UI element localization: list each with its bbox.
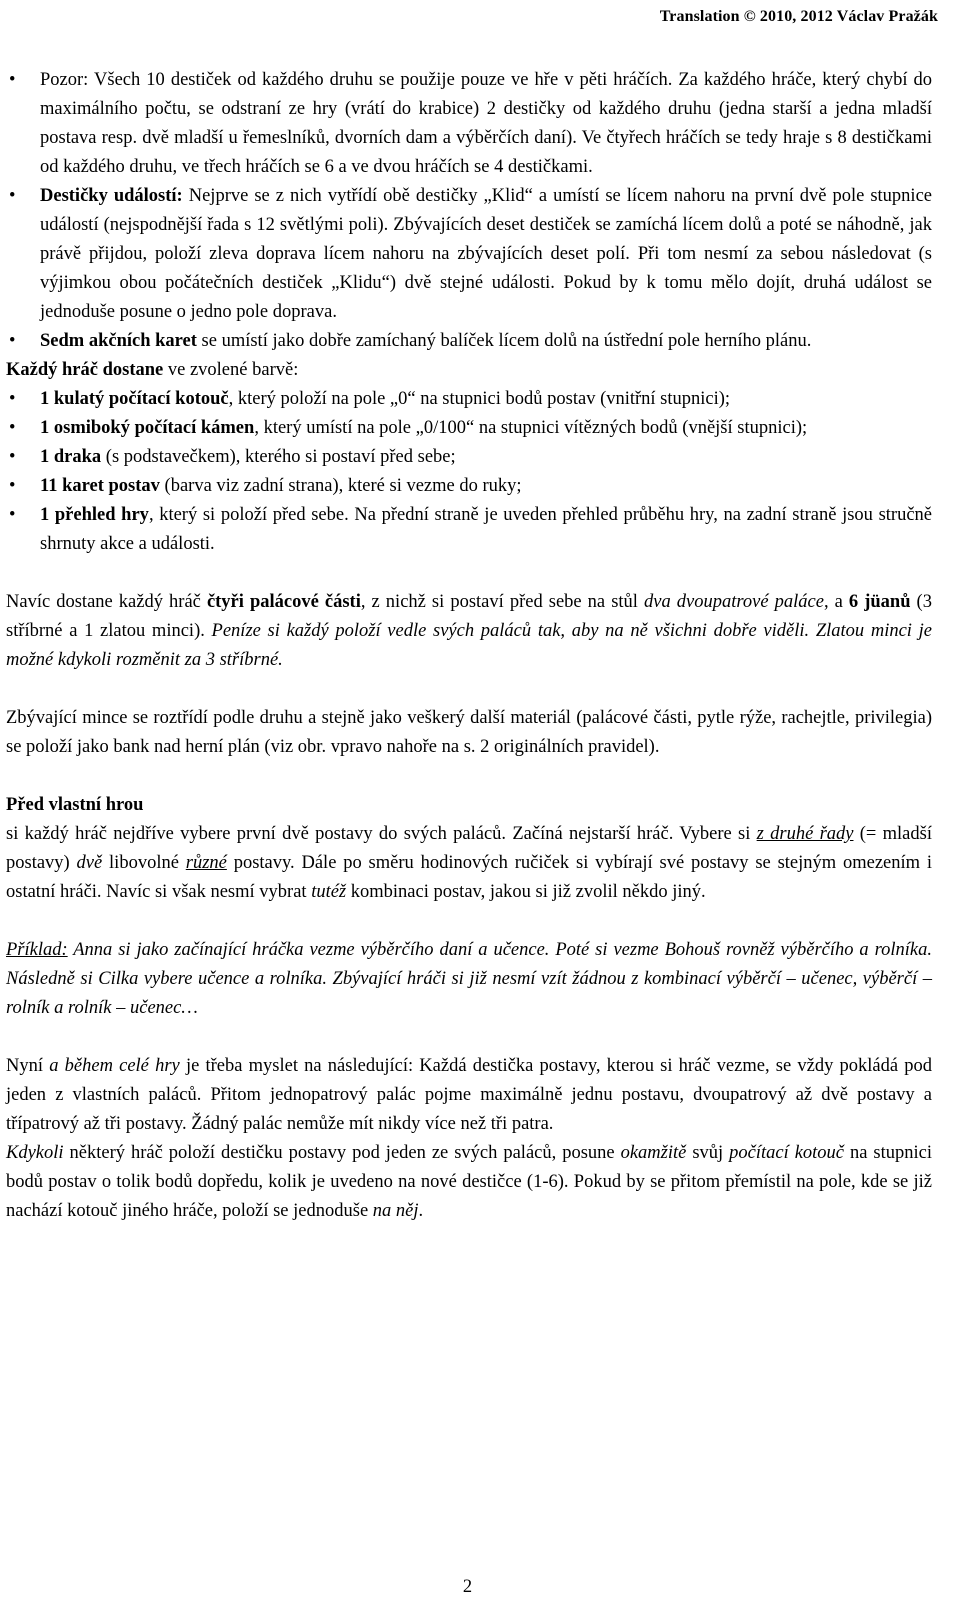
bullet-bold-term: 1 kulatý počítací kotouč bbox=[40, 389, 229, 409]
intro-bold: Každý hráč dostane bbox=[6, 360, 164, 380]
paragraph-kdykoli bbox=[6, 1139, 932, 1226]
bold-run: 6 jüanů bbox=[848, 592, 911, 612]
bullet-text: , který si položí před sebe. Na přední straně je uveden přehled průběhu hry, na zadní straně jsou stručně shrnuty akce a události. bbox=[40, 505, 932, 554]
italic-run: a během celé hry bbox=[49, 1056, 180, 1076]
italic-run: dvě bbox=[76, 853, 103, 873]
bullet-icon: • bbox=[9, 505, 16, 525]
bullet-bold-term: 1 přehled hry bbox=[40, 505, 149, 525]
page-header-translation-credit: Translation © 2010, 2012 Václav Pražák bbox=[659, 8, 938, 25]
bold-run: čtyři palácové části bbox=[206, 592, 361, 612]
bullet-icon: • bbox=[9, 186, 16, 206]
example-label: Příklad: bbox=[6, 940, 68, 960]
bullet-text: (barva viz zadní strana), které si vezme do ruky; bbox=[159, 476, 522, 496]
bullet-item-prehled bbox=[6, 501, 932, 559]
text-run: Nyní bbox=[6, 1056, 50, 1076]
bullet-icon: • bbox=[9, 447, 16, 467]
bullet-item-akcni-karty bbox=[6, 327, 932, 356]
italic-run: počítací kotouč bbox=[729, 1143, 845, 1163]
italic-run: Anna si jako začínající hráčka vezme výběrčího daní a učence. Poté si vezme Bohouš rovněž výběrčího a rolníka. Následně si Cilka vybere učence a rolníka. Zbývající hráči si již nesmí vzít žádnou z kombinací výběrčí – učenec, výběrčí – rolník a rolník – učenec… bbox=[6, 940, 932, 1018]
bullet-icon: • bbox=[9, 70, 16, 90]
page-number: 2 bbox=[462, 1577, 473, 1597]
bullet-item-drak bbox=[6, 443, 932, 472]
bullet-text: Nejprve se z nich vytřídí obě destičky „Klid“ a umístí se lícem nahoru na první dvě pole stupnice událostí (nejspodnější řada s 12 světlými poli). Zbývajících deset destiček se zamíchá lícem dolů a poté se náhodně, jak právě přijdou, položí zleva doprava lícem nahoru na zbývajících deset polí. Při tom nesmí za sebou následovat (s výjimkou obou počátečních destiček „Klidu“) dvě stejné události. Pokud by k tomu mělo dojít, druhá událost se jednoduše posune o jedno pole doprava. bbox=[40, 186, 932, 322]
text-run: , a bbox=[823, 592, 849, 612]
text-run: kombinaci postav, jakou si již zvolil někdo jiný. bbox=[346, 882, 706, 902]
text-run: na stupnici bodů postav o tolik bodů dopředu, kolik je uvedeno na nové destičce (1-6). Pokud by se přitom přemístil na pole, kde se již nachází kotouč jiného hráče, položí se jednoduše bbox=[6, 1143, 932, 1221]
bullet-item-kotouc bbox=[6, 385, 932, 414]
player-materials-intro bbox=[6, 356, 932, 385]
bullet-icon: • bbox=[9, 418, 16, 438]
text-run: libovolné bbox=[102, 853, 186, 873]
text-run: , z nichž si postaví před sebe na stůl bbox=[360, 592, 644, 612]
italic-run: okamžitě bbox=[620, 1143, 687, 1163]
bullet-text: , který položí na pole „0“ na stupnici bodů postav (vnitřní stupnici); bbox=[228, 389, 731, 409]
italic-run: dva dvoupatrové paláce bbox=[644, 592, 824, 612]
bullet-bold-term: Sedm akčních karet bbox=[40, 331, 197, 351]
section-heading: Před vlastní hrou bbox=[6, 795, 144, 815]
bullet-text: se umístí jako dobře zamíchaný balíček lícem dolů na ústřední pole herního plánu. bbox=[196, 331, 812, 351]
bullet-item-desticky-udalosti bbox=[6, 182, 932, 327]
paragraph-zbyvajici: Zbývající mince se roztřídí podle druhu a stejně jako veškerý další materiál (palácové části, pytle rýže, rachejtle, privilegia) se položí jako bank nad herní plán (viz obr. vpravo nahoře na s. 2 originálních pravidel). bbox=[6, 708, 932, 757]
bullet-text: Pozor: Všech 10 destiček od každého druhu se použije pouze ve hře v pěti hráčích. Za každého hráče, který chybí do maximálního počtu, se odstraní ze hry (vrátí do krabice) 2 destičky od každého druhu (jedna starší a jedna mladší postava resp. dvě mladší u řemeslníků, dvorních dam a výběrčích daní). Ve čtyřech hráčích se tedy hraje s 8 destičkami od každého druhu, ve třech hráčích se 6 a ve dvou hráčích se 4 destičkami. bbox=[40, 70, 932, 177]
bullet-text: , který umístí na pole „0/100“ na stupnici vítězných bodů (vnější stupnici); bbox=[254, 418, 808, 438]
bullet-icon: • bbox=[9, 476, 16, 496]
text-run: (3 stříbrné a 1 zlatou minci). bbox=[6, 592, 932, 641]
text-run: si každý hráč nejdříve vybere první dvě postavy do svých paláců. Začíná nejstarší hráč. Vybere si bbox=[6, 824, 757, 844]
paragraph-nyni bbox=[6, 1052, 932, 1139]
italic-underline-run: různé bbox=[185, 853, 227, 873]
bullet-icon: • bbox=[9, 389, 16, 409]
text-run: (= mladší postavy) bbox=[6, 824, 932, 873]
bullet-bold-term: 1 osmiboký počítací kámen bbox=[40, 418, 255, 438]
bullet-bold-term: Destičky událostí: bbox=[40, 186, 183, 206]
text-run: některý hráč položí destičku postavy pod jeden ze svých paláců, posune bbox=[63, 1143, 621, 1163]
text-run: . bbox=[418, 1201, 424, 1221]
bullet-item-kamen bbox=[6, 414, 932, 443]
paragraph-pred-vlastni-hrou bbox=[6, 791, 932, 907]
document-body bbox=[6, 66, 932, 1226]
intro-text: ve zvolené barvě: bbox=[163, 360, 299, 380]
bullet-icon: • bbox=[9, 331, 16, 351]
italic-underline-run: z druhé řady bbox=[756, 824, 854, 844]
text-run: je třeba myslet na následující: Každá destička postavy, kterou si hráč vezme, se vždy pokládá pod jeden z vlastních paláců. Přitom jednopatrový palác pojme maximálně jednu postavu, dvoupatrový až dvě postavy a třípatrový až tři postavy. Žádný palác nemůže mít nikdy více než tři patra. bbox=[6, 1056, 933, 1134]
text-run: Navíc dostane každý hráč bbox=[6, 592, 207, 612]
paragraph-navic bbox=[6, 588, 932, 675]
bullet-bold-term: 11 karet postav bbox=[40, 476, 160, 496]
text-run: svůj bbox=[686, 1143, 730, 1163]
italic-run: tutéž bbox=[311, 882, 347, 902]
paragraph-priklad bbox=[6, 936, 932, 1023]
italic-run: Kdykoli bbox=[6, 1143, 64, 1163]
italic-run: Peníze si každý položí vedle svých paláců tak, aby na ně všichni dobře viděli. Zlatou minci je možné kdykoli rozměnit za 3 stříbrné. bbox=[6, 621, 932, 670]
italic-run: na něj bbox=[372, 1201, 419, 1221]
bullet-bold-term: 1 draka bbox=[40, 447, 102, 467]
text-run: postavy. Dále po směru hodinových ručiček si vybírají své postavy se stejným omezením i ostatní hráči. Navíc si však nesmí vybrat bbox=[6, 853, 932, 902]
bullet-text: (s podstavečkem), kterého si postaví před sebe; bbox=[101, 447, 456, 467]
bullet-item-destickky-pozor bbox=[6, 66, 932, 182]
bullet-item-karty-postav bbox=[6, 472, 932, 501]
